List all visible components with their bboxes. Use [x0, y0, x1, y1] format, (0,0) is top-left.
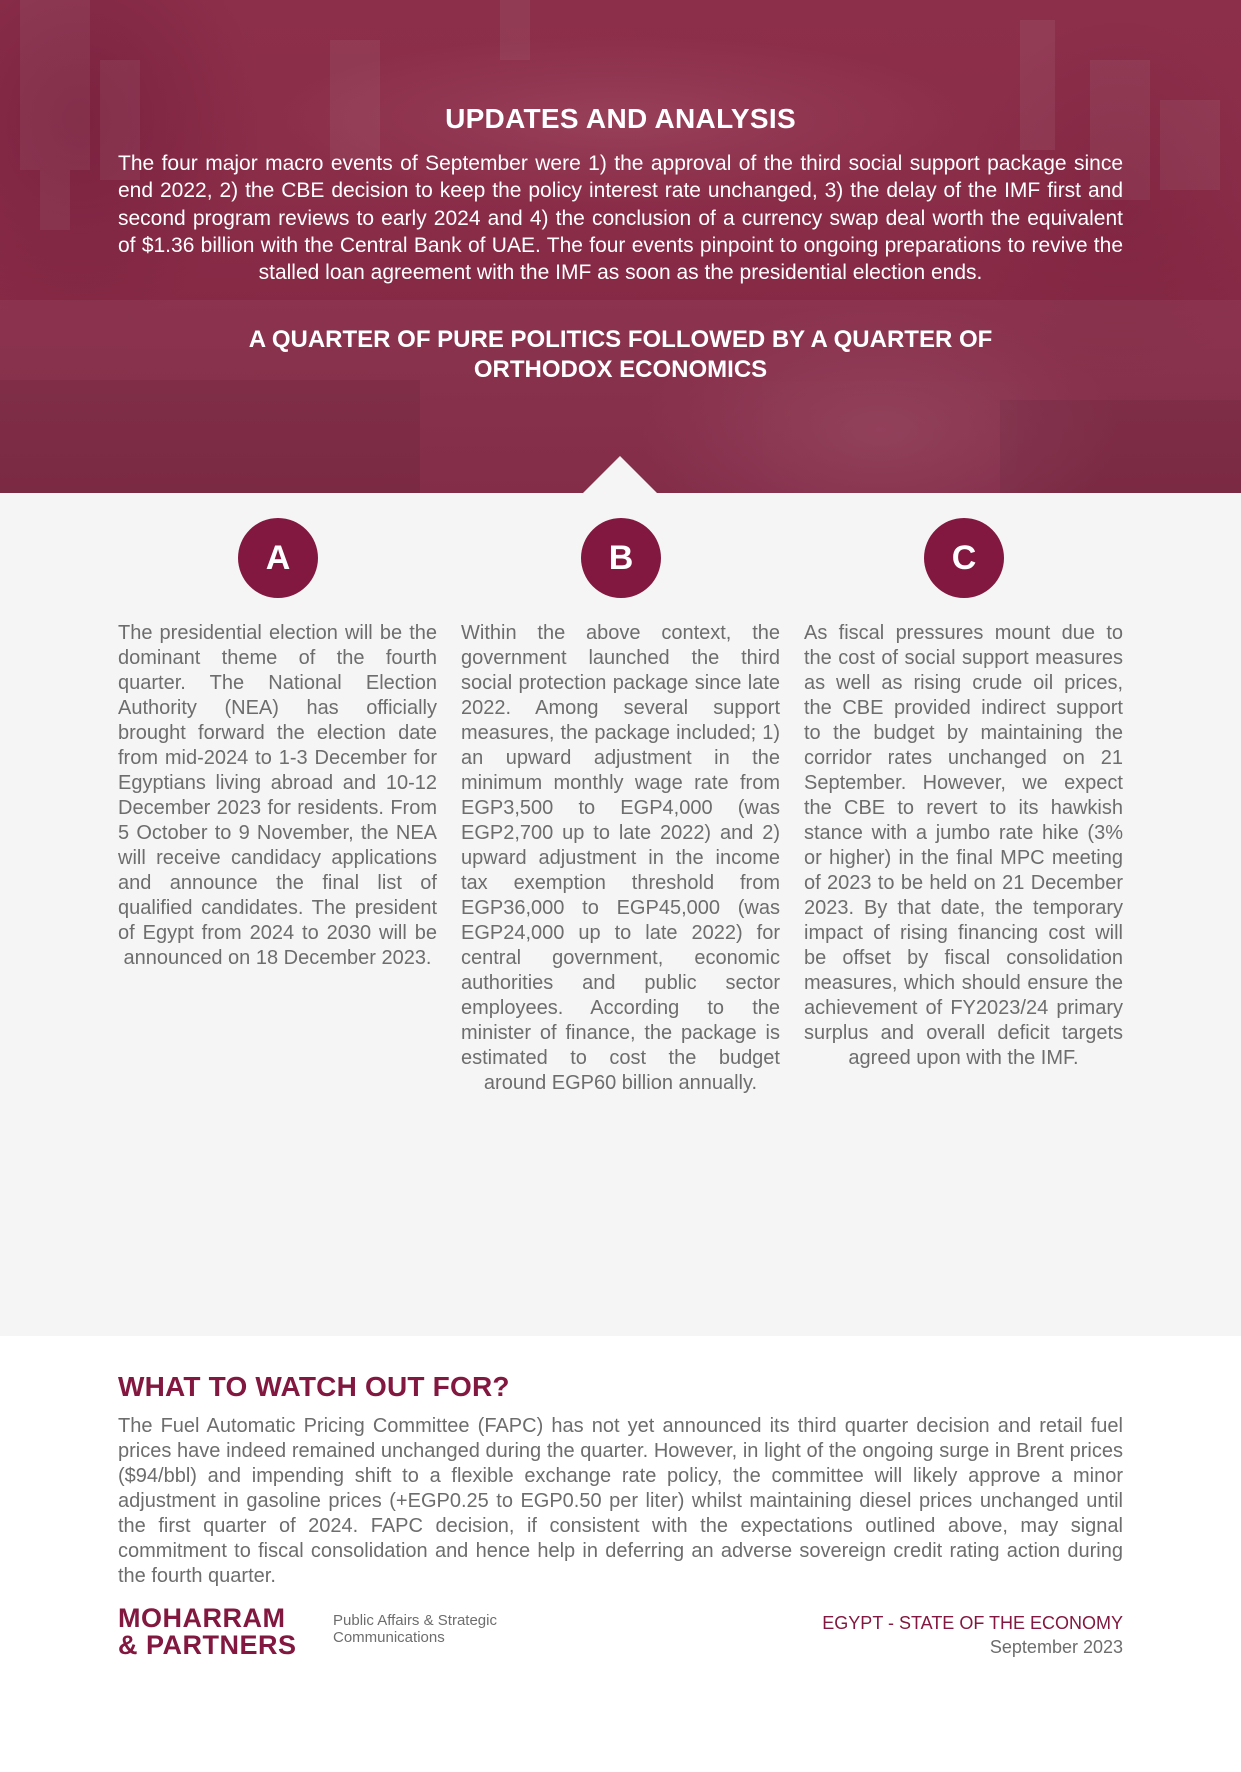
analysis-columns — [0, 493, 1241, 1336]
section-subtitle: A QUARTER OF PURE POLITICS FOLLOWED BY A QUARTER OF ORTHODOX ECONOMICS — [248, 326, 993, 383]
tagline-line-2: Communications — [333, 1629, 445, 1646]
badge-a: A — [238, 518, 318, 598]
hero-banner — [0, 0, 1241, 493]
badge-c: C — [924, 518, 1004, 598]
company-logo — [118, 1605, 297, 1659]
column-b-text: Within the above context, the government launched the third social protection package since late 2022. Among several support measures, the package included; 1) an upward adjustment in the minimum monthly wage rate from EGP3,500 to EGP4,000 (was EGP2,700 up to late 2022) and 2) upward adjustment in the income tax exemption threshold from EGP36,000 to EGP45,000 (was EGP24,000 up to late 2022) for central government, economic authorities and public sector employees. According to the minister of finance, the package is estimated to cost the budget around EGP60 billion annually. — [461, 622, 780, 1094]
logo-line-2: & PARTNERS — [118, 1630, 297, 1660]
company-tagline — [333, 1612, 497, 1646]
page-title: UPDATES AND ANALYSIS — [445, 103, 796, 134]
logo-line-1: MOHARRAM — [118, 1603, 286, 1633]
report-info — [822, 1611, 1123, 1659]
intro-paragraph: The four major macro events of September were 1) the approval of the third social support package since end 2022, 2) the CBE decision to keep the policy interest rate unchanged, 3) the delay of the IMF first and second program reviews to early 2024 and 4) the conclusion of a currency swap deal worth the equivalent of $1.36 billion with the Central Bank of UAE. The four events pinpoint to ongoing preparations to revive the stalled loan agreement with the IMF as soon as the presidential election ends. — [118, 152, 1123, 285]
column-a-text: The presidential election will be the dominant theme of the fourth quarter. The National Election Authority (NEA) has officially brought forward the election date from mid-2024 to 1-3 December for Egyptians living abroad and 10-12 December 2023 for residents. From 5 October to 9 November, the NEA will receive candidacy applications and announce the final list of qualified candidates. The president of Egypt from 2024 to 2030 will be announced on 18 December 2023. — [118, 622, 437, 969]
report-date: September 2023 — [989, 1637, 1123, 1657]
tagline-line-1: Public Affairs & Strategic — [333, 1612, 497, 1629]
column-c-text: As fiscal pressures mount due to the cost of social support measures as well as rising crude oil prices, the CBE provided indirect support to the budget by maintaining the corridor rates unchanged on 21 September. However, we expect the CBE to revert to its hawkish stance with a jumbo rate hike (3% or higher) in the final MPC meeting of 2023 to be held on 21 December 2023. By that date, the temporary impact of rising financing cost will be offset by fiscal consolidation measures, which should ensure the achievement of FY2023/24 primary surplus and overall deficit targets agreed upon with the IMF. — [804, 622, 1123, 1069]
watch-heading: WHAT TO WATCH OUT FOR? — [118, 1371, 510, 1402]
badge-b: B — [581, 518, 661, 598]
watch-paragraph: The Fuel Automatic Pricing Committee (FAPC) has not yet announced its third quarter decision and retail fuel prices have indeed remained unchanged during the quarter. However, in light of the ongoing surge in Brent prices ($94/bbl) and impending shift to a flexible exchange rate policy, the committee will likely approve a minor adjustment in gasoline prices (+EGP0.25 to EGP0.50 per liter) whilst maintaining diesel prices unchanged until the first quarter of 2024. FAPC decision, if consistent with the expectations outlined above, may signal commitment to fiscal consolidation and hence help in deferring an adverse sovereign credit rating action during the fourth quarter. — [118, 1415, 1123, 1587]
report-title: EGYPT - STATE OF THE ECONOMY — [822, 1613, 1123, 1633]
pointer-notch — [583, 456, 657, 493]
